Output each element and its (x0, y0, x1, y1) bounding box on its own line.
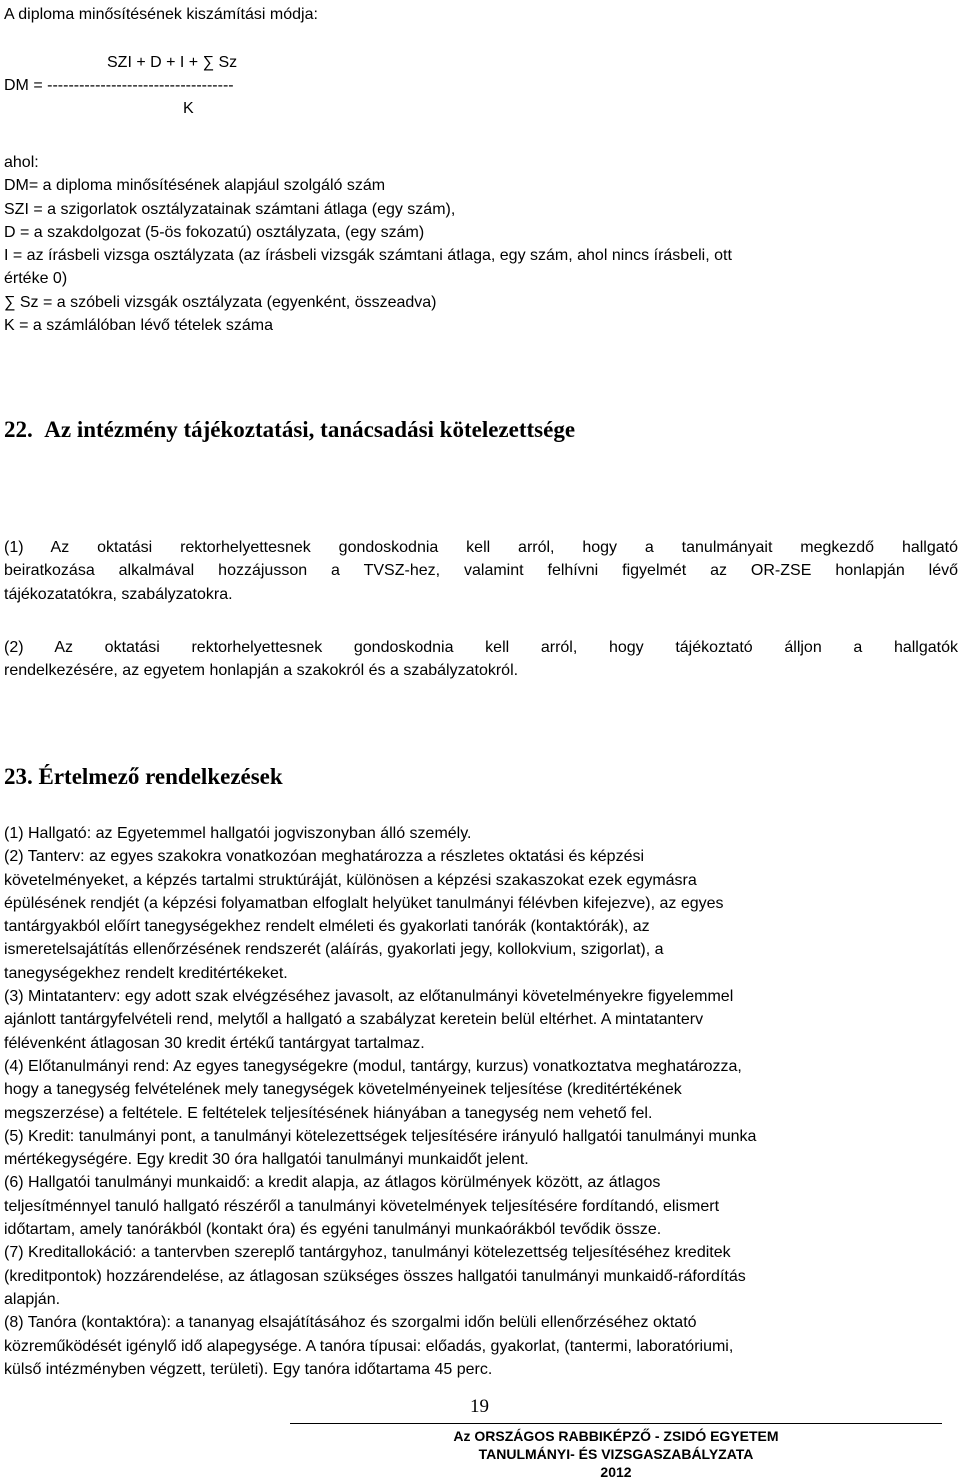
definition-line: (2) Tanterv: az egyes szakokra vonatkozóan meghatározza a részletes oktatási és képzési (4, 848, 645, 866)
definition-line: K = a számlálóban lévő tételek száma (4, 317, 274, 335)
section-22-paragraph-2 (4, 636, 958, 683)
definition-line: tanegységekhez rendelt kreditértékeket. (4, 964, 288, 982)
intro-title: A diploma minősítésének kiszámítási módja: (4, 6, 318, 23)
definition-line: hogy a tanegység felvételének mely tanegységek követelményeinek teljesítése (kreditértékének (4, 1081, 682, 1099)
definition-line: tantárgyakból előírt tanegységekhez rendelt elméleti és gyakorlati tanórák (kontaktórák), az (4, 918, 650, 936)
definition-line: megszerzése) a feltétele. E feltételek teljesítésének hiányában a tanegység nem vehető fel. (4, 1104, 653, 1122)
section-22-title: Az intézmény tájékoztatási, tanácsadási kötelezettsége (44, 417, 576, 442)
definition-line: (8) Tanóra (kontaktóra): a tananyag elsajátításához és szorgalmi időn belüli ellenőrzéséhez oktató (4, 1314, 697, 1332)
paragraph-line: rendelkezésére, az egyetem honlapján a szakokról és a szabályzatokról. (4, 662, 519, 680)
footer-year: 2012 (600, 1464, 632, 1480)
definitions-block (4, 151, 732, 337)
definition-line: (1) Hallgató: az Egyetemmel hallgatói jogviszonyban álló személy. (4, 825, 472, 842)
definition-line: (6) Hallgatói tanulmányi munkaidő: a kredit alapja, az átlagos körülmények között, az átlagos (4, 1174, 661, 1192)
definition-line: DM= a diploma minősítésének alapjául szolgáló szám (4, 177, 386, 195)
section-23-number: 23. (4, 764, 33, 789)
definition-line: D = a szakdolgozat (5-ös fokozatú) osztályzata, (egy szám) (4, 223, 425, 241)
definition-line: ajánlott tantárgyfelvételi rend, melytől a hallgató a szabályzat keretein belül eltérhet. A mintatanterv (4, 1011, 704, 1029)
paragraph-line: tájékozatatókra, szabályzatokra. (4, 585, 233, 603)
definition-line: mértékegységére. Egy kredit 30 óra hallgatói tanulmányi munkaidőt jelent. (4, 1151, 529, 1169)
footer-divider (290, 1423, 942, 1424)
paragraph-line: beiratkozása alkalmával hozzájusson a TVSZ-hez, valamint felhívni figyelmét az OR-ZSE honlapján lévő (4, 562, 958, 580)
definition-line: (4) Előtanulmányi rend: Az egyes tanegységekre (modul, tantárgy, kurzus) vonatkoztatva meghatározza, (4, 1057, 742, 1075)
formula-numerator: SZI + D + I + ∑ Sz (107, 54, 238, 71)
footer-document-title: TANULMÁNYI- ÉS VIZSGASZABÁLYZATA (478, 1446, 754, 1462)
definition-line: (kreditpontok) hozzárendelése, az átlagosan szükséges összes hallgatói tanulmányi munkaidő-ráfordítás (4, 1267, 746, 1285)
definition-line: épülésének rendjét (a képzési folyamatban elfoglalt helyüket tanulmányi félévben kifejezve), az egyes (4, 894, 724, 912)
definition-line: alapján. (4, 1290, 61, 1308)
paragraph-line: (2) Az oktatási rektorhelyettesnek gondoskodnia kell arról, hogy tájékoztató álljon a hallgatók (4, 639, 958, 656)
definition-line: (7) Kreditallokáció: a tantervben szereplő tantárgyhoz, tanulmányi kötelezettség teljesítéséhez kreditek (4, 1244, 731, 1262)
section-23-body (4, 822, 756, 1381)
footer-institution: Az ORSZÁGOS RABBIKÉPZŐ - ZSIDÓ EGYETEM (453, 1428, 779, 1444)
definition-line: értéke 0) (4, 270, 68, 288)
page-number: 19 (470, 1396, 489, 1417)
section-22-heading (4, 417, 575, 443)
section-23-heading (4, 764, 283, 790)
definition-line: SZI = a szigorlatok osztályzatainak számtani átlaga (egy szám), (4, 200, 456, 218)
definition-line: (3) Mintatanterv: egy adott szak elvégzéséhez javasolt, az előtanulmányi követelményekre figyelemmel (4, 988, 734, 1006)
definition-line: ∑ Sz = a szóbeli vizsgák osztályzata (egyenként, összeadva) (4, 293, 437, 311)
definition-line: ismeretelsajátítás ellenőrzésének rendszerét (aláírás, gyakorlati jegy, kollokvium, szigorlat), a (4, 941, 664, 959)
definition-line: közreműködését igénylő idő alapegysége. A tanóra típusai: előadás, gyakorlat, (tantermi, laboratóriumi, (4, 1337, 734, 1355)
definition-line: időtartam, amely tanórákból (kontakt óra) és egyéni tanulmányi munkaórákból tevődik össze. (4, 1221, 662, 1239)
definition-line: teljesítménnyel tanuló hallgató részéről a tanulmányi követelmények teljesítésére fordítandó, elismert (4, 1197, 720, 1215)
definition-line: (5) Kredit: tanulmányi pont, a tanulmányi kötelezettségek teljesítésére irányuló hallgatói tanulmányi munka (4, 1127, 757, 1145)
formula-fraction-bar: ----------------------------------- (47, 77, 234, 94)
formula-line (4, 74, 234, 97)
section-23-title: Értelmező rendelkezések (38, 764, 283, 789)
definition-line: félévenként átlagosan 30 kredit értékű tantárgyat tartalmaz. (4, 1034, 425, 1052)
paragraph-line: (1) Az oktatási rektorhelyettesnek gondoskodnia kell arról, hogy a tanulmányait megkezdő hallgató (4, 539, 958, 556)
section-22-number: 22. (4, 417, 33, 442)
formula-denominator: K (183, 100, 194, 117)
definition-line: követelményeket, a képzés tartalmi struktúráját, különösen a képzési szakaszokat ezek egymásra (4, 871, 697, 889)
formula-lhs: DM = (4, 77, 48, 94)
section-22-paragraph-1 (4, 536, 958, 606)
definitions-lead: ahol: (4, 154, 39, 171)
definition-line: I = az írásbeli vizsga osztályzata (az írásbeli vizsgák számtani átlaga, egy szám, ahol nincs írásbeli, ott (4, 247, 732, 265)
definition-line: külső intézményben végzett, területi). Egy tanóra időtartama 45 perc. (4, 1360, 493, 1378)
